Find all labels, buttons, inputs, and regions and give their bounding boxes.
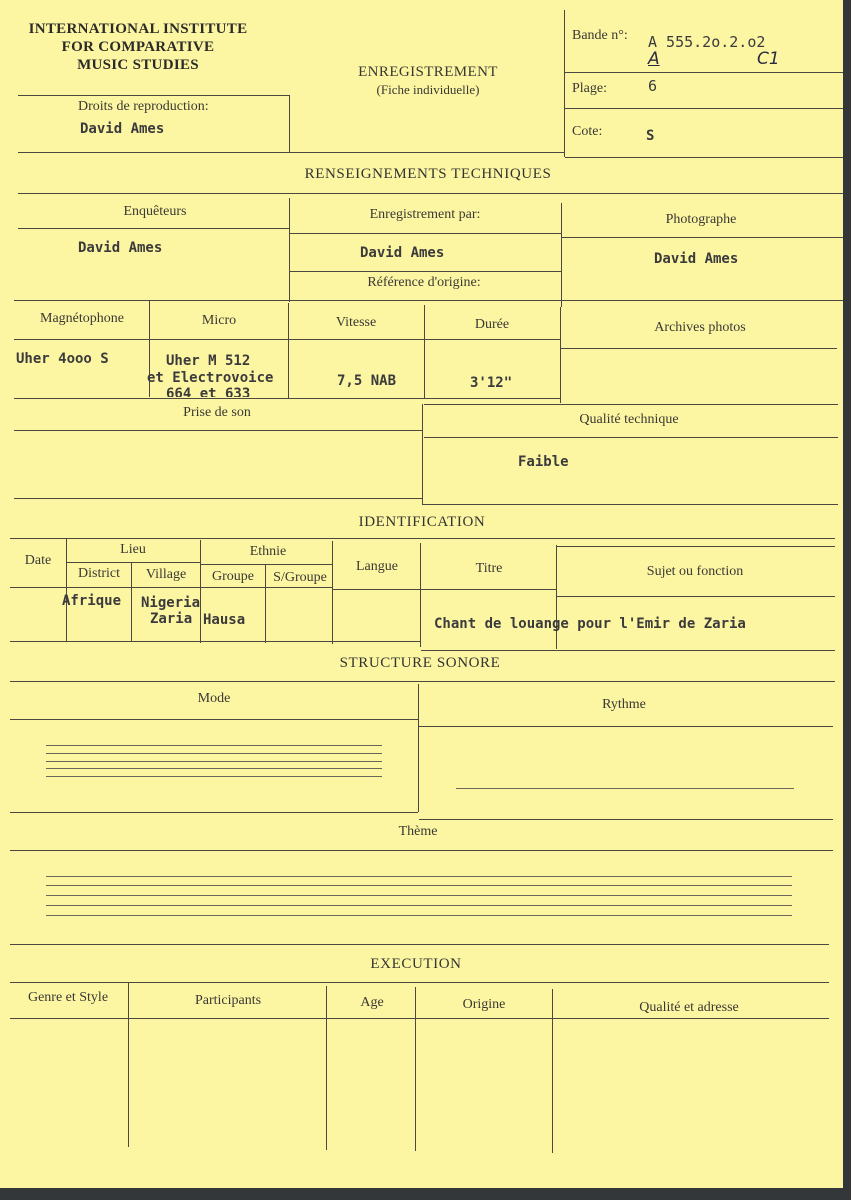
institute-line-1: INTERNATIONAL INSTITUTE: [28, 21, 248, 37]
date-label: Date: [24, 553, 52, 568]
mode-label: Mode: [197, 691, 231, 706]
enregistrement-label: Enregistrement par:: [369, 207, 481, 222]
district-label: District: [78, 566, 120, 581]
titre-label: Titre: [475, 561, 503, 576]
vitesse-value: 7,5 NAB: [337, 373, 397, 389]
rights-value: David Ames: [80, 121, 165, 137]
enqueteurs-label: Enquêteurs: [123, 204, 187, 219]
micro-line-2: et Electrovoice: [147, 370, 274, 386]
village-value-1: Nigeria: [141, 595, 201, 611]
magnetophone-label: Magnétophone: [40, 311, 124, 326]
age-label: Age: [360, 995, 384, 1010]
plage-label: Plage:: [572, 81, 607, 96]
district-value: Afrique: [62, 593, 122, 609]
lieu-label: Lieu: [120, 542, 146, 557]
village-value-2: Zaria: [150, 611, 193, 627]
photographe-label: Photographe: [665, 212, 737, 227]
groupe-value: Hausa: [203, 612, 246, 628]
archives-label: Archives photos: [654, 320, 746, 335]
bande-label: Bande n°:: [572, 28, 628, 43]
institute-line-3: MUSIC STUDIES: [77, 57, 199, 73]
vitesse-label: Vitesse: [335, 315, 377, 330]
village-label: Village: [145, 567, 187, 582]
institute-line-2: FOR COMPARATIVE: [61, 39, 215, 55]
rights-label: Droits de reproduction:: [78, 99, 209, 114]
participants-label: Participants: [194, 993, 262, 1008]
photographe-value: David Ames: [654, 251, 739, 267]
groupe-label: Groupe: [212, 569, 254, 584]
reference-label: Référence d'origine:: [367, 275, 481, 290]
magnetophone-value: Uher 4ooo S: [16, 351, 109, 367]
titre-value: Chant de louange pour l'Emir de Zaria: [434, 616, 746, 632]
technical-section-title: RENSEIGNEMENTS TECHNIQUES: [304, 166, 552, 182]
langue-label: Langue: [356, 559, 398, 574]
bande-handwritten-a: A: [648, 49, 660, 69]
bande-handwritten-c1: C1: [757, 49, 780, 69]
plage-value: 6: [648, 77, 658, 95]
micro-line-1: Uher M 512: [166, 353, 251, 369]
qualite-technique-value: Faible: [518, 454, 569, 470]
enregistrement-value: David Ames: [360, 245, 445, 261]
prise-de-son-label: Prise de son: [183, 405, 251, 420]
theme-label: Thème: [398, 824, 438, 839]
form-title: ENREGISTREMENT: [358, 64, 498, 80]
sgroupe-label: S/Groupe: [273, 570, 327, 585]
qualite-adresse-label: Qualité et adresse: [639, 1000, 739, 1015]
enqueteurs-value: David Ames: [78, 240, 163, 256]
micro-label: Micro: [201, 313, 237, 328]
structure-section-title: STRUCTURE SONORE: [339, 655, 501, 671]
ethnie-label: Ethnie: [249, 544, 287, 559]
origine-label: Origine: [462, 997, 506, 1012]
execution-section-title: EXECUTION: [370, 956, 462, 972]
sujet-label: Sujet ou fonction: [646, 564, 744, 579]
cote-label: Cote:: [572, 124, 603, 139]
form-subtitle: (Fiche individuelle): [376, 82, 480, 97]
cote-value: S: [646, 128, 655, 144]
qualite-technique-label: Qualité technique: [579, 412, 679, 427]
micro-line-3: 664 et 633: [166, 386, 251, 397]
duree-value: 3'12": [470, 375, 513, 391]
rythme-label: Rythme: [602, 697, 646, 712]
institute-name: [18, 20, 258, 74]
genre-style-label: Genre et Style: [27, 990, 109, 1005]
duree-label: Durée: [474, 317, 510, 332]
identification-section-title: IDENTIFICATION: [358, 514, 486, 530]
bande-value: A 555.2o.2.o2: [648, 33, 766, 51]
